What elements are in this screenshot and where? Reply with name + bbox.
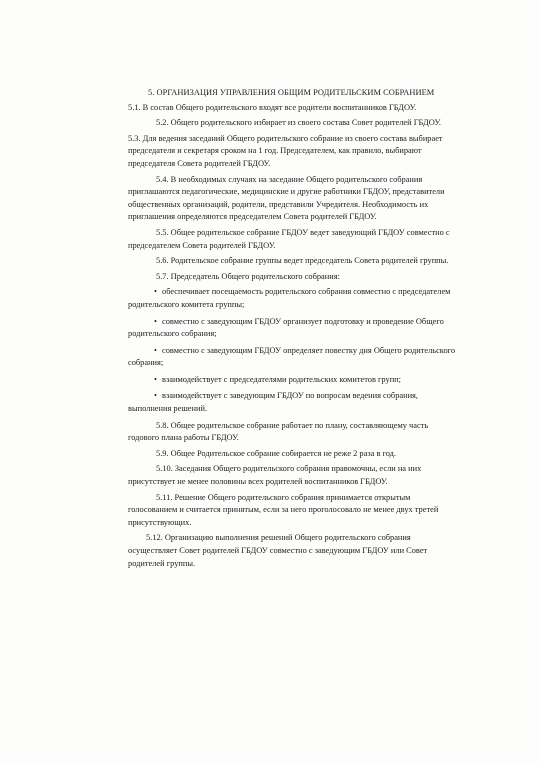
paragraph-5-10: 5.10. Заседания Общего родительского собрания правомочны, если на них присутствует не менее половины всех родителей воспитанников ГБДОУ.	[128, 464, 422, 487]
section-heading: 5. ОРГАНИЗАЦИЯ УПРАВЛЕНИЯ ОБЩИМ РОДИТЕЛЬСКИМ СОБРАНИЕМ	[148, 88, 435, 97]
paragraph-5-12: 5.12. Организацию выполнения решений Общего родительского собрания осуществляет Совет родителей ГБДОУ совместно с заведующим ГБДОУ или Совет родителей группы.	[128, 533, 428, 568]
bullet-dot-icon: •	[154, 391, 157, 401]
document-body	[128, 87, 458, 573]
bullet-text: взаимодействует с заведующим ГБДОУ по вопросам ведения собрания, выполнения решений.	[128, 391, 419, 414]
paragraph-5-5: 5.5. Общее родительское собрание ГБДОУ ведет заведующий ГБДОУ совместно с председателем Совета родителей ГБДОУ.	[128, 227, 450, 250]
bullet-item	[128, 390, 458, 415]
bullet-text: взаимодействует с председателями родительских комитетов групп;	[162, 374, 401, 384]
bullet-dot-icon: •	[154, 345, 157, 355]
bullet-text: обеспечивает посещаемость родительского собрания совместно с председателем родительского комитета группы;	[128, 287, 451, 309]
bullet-dot-icon: •	[154, 374, 157, 384]
bullet-item	[128, 345, 458, 370]
bullet-item	[128, 316, 458, 341]
bullet-text: совместно с заведующим ГБДОУ организует подготовку и проведение Общего родительского собрания;	[128, 316, 444, 339]
bullet-dot-icon: •	[154, 287, 157, 297]
paragraph-5-8: 5.8. Общее родительское собрание работает по плану, составляющему часть годового плана работы ГБДОУ.	[128, 420, 429, 443]
paragraph-5-2: 5.2. Общего родительского избирает из своего состава Совет родителей ГБДОУ.	[156, 118, 441, 128]
bullet-item	[128, 286, 458, 311]
paragraph-5-3: 5.3. Для ведения заседаний Общего родительского собрание из своего состава выбирает председателя и секретаря сроком на 1 год. Председателем, как правило, выбирают председателя Совета родителей ГБДОУ.	[128, 133, 443, 168]
bullet-dot-icon: •	[154, 316, 157, 326]
paragraph-5-6: 5.6. Родительское собрание группы ведет председатель Совета родителей группы.	[156, 256, 449, 266]
paragraph-5-4: 5.4. В необходимых случаях на заседание Общего родительского собрания приглашаются педагогические, медицинские и другие работники ГБДОУ, представители общественных организаций, родители, представили Учредителя. Необходимость их приглашения определяются председателем Совета родителей ГБДОУ.	[128, 174, 445, 222]
paragraph-5-1: 5.1. В состав Общего родительского входят все родители воспитанников ГБДОУ.	[128, 102, 417, 112]
bullet-item	[128, 374, 458, 387]
paragraph-5-9: 5.9. Общее Родительское собрание собирается не реже 2 раза в год.	[156, 448, 397, 458]
bullet-text: совместно с заведующим ГБДОУ определяет повестку дня Общего родительского собрания;	[128, 345, 456, 368]
paragraph-5-7: 5.7. Председатель Общего родительского собрания:	[156, 271, 340, 281]
paragraph-5-11: 5.11. Решение Общего родительского собрания принимается открытым голосованием и считается принятым, если за него проголосовало не менее двух третей присутствующих.	[128, 492, 439, 527]
